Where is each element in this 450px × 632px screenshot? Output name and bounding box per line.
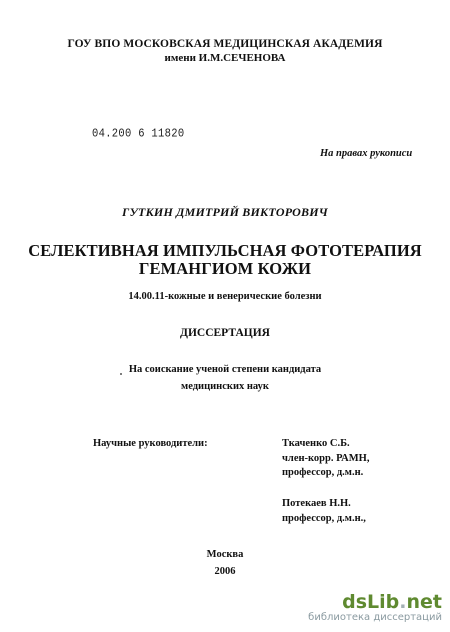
stamp-number: 04.200 6 11820 xyxy=(92,127,185,141)
advisors-label: Научные руководители: xyxy=(93,438,208,449)
scan-speck xyxy=(120,373,122,375)
specialty: 14.00.11-кожные и венерические болезни xyxy=(128,291,322,302)
title-line-2: ГЕМАНГИОМ КОЖИ xyxy=(138,259,312,278)
city: Москва xyxy=(206,549,244,560)
watermark xyxy=(308,592,442,624)
document-type: ДИССЕРТАЦИЯ xyxy=(180,327,270,339)
year: 2006 xyxy=(214,566,236,577)
watermark-logo-dot: . xyxy=(399,591,407,613)
advisor-2-name: Потекаев Н.Н. xyxy=(282,498,351,509)
rights-notice: На правах рукописи xyxy=(320,148,413,159)
organization-line-2: имени И.М.СЕЧЕНОВА xyxy=(164,52,286,64)
advisor-1-rank-1: член-корр. РАМН, xyxy=(282,453,370,464)
organization-line-1: ГОУ ВПО МОСКОВСКАЯ МЕДИЦИНСКАЯ АКАДЕМИЯ xyxy=(67,38,383,50)
degree-line-1: На соискание ученой степени кандидата xyxy=(128,364,322,375)
watermark-logo-main: dsLib xyxy=(342,591,400,613)
title-line-1: СЕЛЕКТИВНАЯ ИМПУЛЬСНАЯ ФОТОТЕРАПИЯ xyxy=(28,241,422,260)
author-name: ГУТКИН ДМИТРИЙ ВИКТОРОВИЧ xyxy=(122,205,328,219)
watermark-subtitle: библиотека диссертаций xyxy=(308,612,442,623)
advisor-2-rank-1: профессор, д.м.н., xyxy=(282,513,366,524)
degree-line-2: медицинских наук xyxy=(181,381,269,392)
advisor-1-name: Ткаченко С.Б. xyxy=(282,438,350,449)
watermark-logo-tld: net xyxy=(406,591,442,613)
advisor-1-rank-2: профессор, д.м.н. xyxy=(282,467,364,478)
watermark-logo xyxy=(308,592,442,612)
